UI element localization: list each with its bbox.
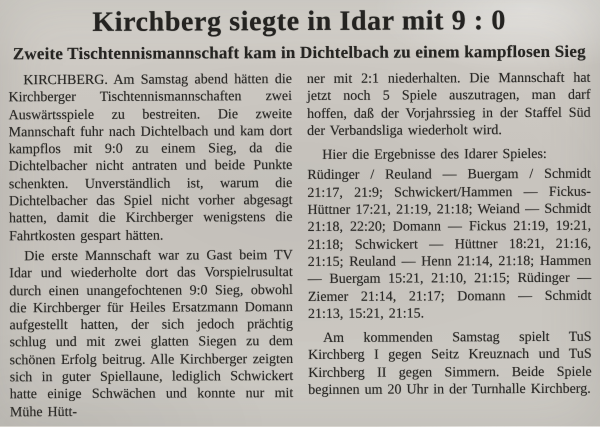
paragraph-next-matches: Am kommenden Samstag spielt TuS Kirchberg I gegen Seitz Kreuznach und TuS Kirchberg II gegen Simmern. Beide Spiele beginnen um 20 Uhr in der Turnhalle Kirchberg. xyxy=(308,329,592,399)
paragraph-intro: KIRCHBERG. Am Samstag abend hätten die Kirchberger Tischtennismannschaften zwei Auswärtsspiele zu bestreiten. Die zweite Mannschaft fuhr nach Dichtelbach und kam dort kampflos mit 9:0 zu einem Sieg, da die Dichtelbacher nicht antraten und beide Punkte schenkten. Unverständlich ist, warum die Dichtelbacher das Spiel nicht vorher abgesagt hatten, damit die Kirchberger wenigstens die Fahrtkosten gespart hätten. xyxy=(8,71,292,245)
left-column xyxy=(8,71,293,424)
article-subtitle: Zweite Tischtennismannschaft kam in Dichtelbach zu einem kampflosen Sieg xyxy=(8,41,590,65)
article-headline: Kirchberg siegte in Idar mit 9 : 0 xyxy=(8,5,590,40)
results-intro-line: Hier die Ergebnisse des Idarer Spieles: xyxy=(307,146,591,165)
paragraph-continuation: ner mit 2:1 niederhalten. Die Mannschaft hat jetzt noch 5 Spiele auszutragen, man darf hoffen, daß der Vorjahrssieg in der Staffel Süd der Verbandsliga wiederholt wird. xyxy=(307,70,591,140)
right-column xyxy=(307,70,592,423)
article-body xyxy=(8,70,592,424)
paragraph-first-team: Die erste Mannschaft war zu Gast beim TV Idar und wiederholte dort das Vorspielrusultat durch einen unangefochtenen 9:0 Sieg, obwohl die Kirchberger für Heiles Ersatzmann Domann aufgestellt hatten, der sich jedoch prächtig schlug und mit zwei glatten Siegen zu dem schönen Erfolg beitrug. Alle Kirchberger zeigten sich in guter Spiellaune, lediglich Schwickert hatte einige Schwächen und konnte nur mit Mühe Hütt- xyxy=(9,247,293,421)
match-results: Rüdinger / Reuland — Buergam / Schmidt 21:17, 21:9; Schwickert/Hammen — Fickus-Hüttner 17:21, 21:19, 21:18; Weiand — Schmidt 21:18, 22:20; Domann — Fickus 21:19, 19:21, 21:18; Schwickert — Hüttner 18:21, 21:16, 21:15; Reuland — Henn 21:14, 21:18; Hammen — Buergam 15:21, 21:10, 21:15; Rüdinger — Ziemer 21:14, 21:17; Domann — Schmidt 21:13, 15:21, 21:15. xyxy=(307,166,591,323)
